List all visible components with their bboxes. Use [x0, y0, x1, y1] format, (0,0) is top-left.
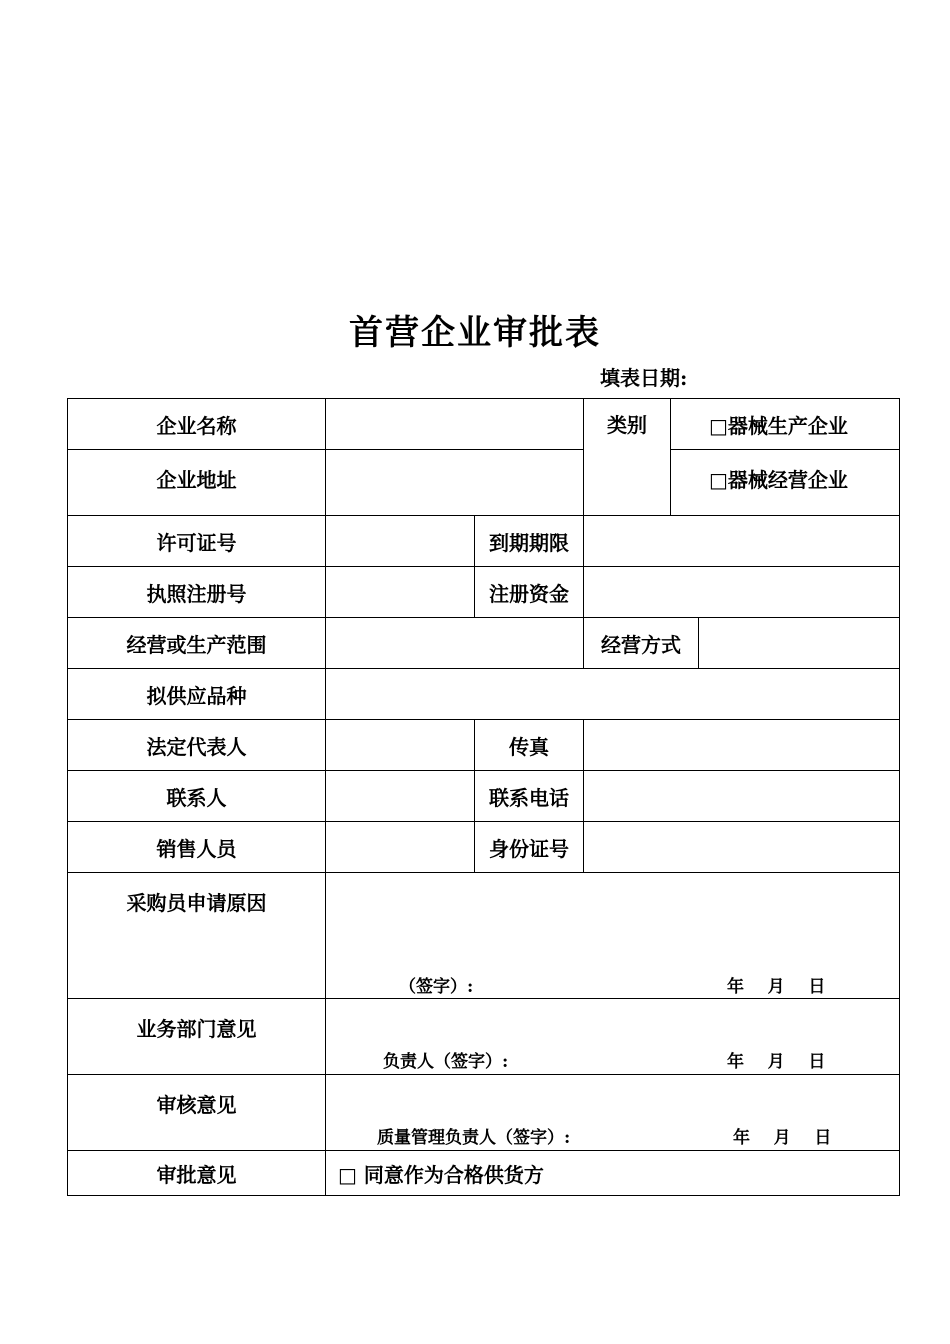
label-fax: 传真: [474, 719, 584, 771]
option-manufacturer[interactable]: □器械生产企业: [670, 398, 900, 450]
review-date: 年 月 日: [733, 1128, 832, 1148]
dept-date: 年 月 日: [727, 1052, 826, 1072]
option-distributor[interactable]: □器械经营企业: [670, 449, 900, 516]
field-contact[interactable]: [325, 770, 475, 822]
label-approval-opinion: 审批意见: [67, 1150, 326, 1196]
field-legal-rep[interactable]: [325, 719, 475, 771]
field-company-address[interactable]: [325, 449, 584, 516]
field-business-mode[interactable]: [698, 617, 900, 669]
label-id-no: 身份证号: [474, 821, 584, 873]
option-approve-supplier[interactable]: □ 同意作为合格供货方: [325, 1150, 900, 1196]
fill-date-label: 填表日期:: [600, 366, 688, 390]
label-contact-phone: 联系电话: [474, 770, 584, 822]
label-contact: 联系人: [67, 770, 326, 822]
field-business-scope[interactable]: [325, 617, 584, 669]
label-company-name: 企业名称: [67, 398, 326, 450]
label-category: 类别: [583, 398, 671, 516]
field-business-reg-no[interactable]: [325, 566, 475, 618]
label-proposed-products: 拟供应品种: [67, 668, 326, 720]
field-company-name[interactable]: [325, 398, 584, 450]
label-expiry: 到期期限: [474, 515, 584, 567]
label-business-scope: 经营或生产范围: [67, 617, 326, 669]
field-contact-phone[interactable]: [583, 770, 900, 822]
label-license-no: 许可证号: [67, 515, 326, 567]
field-registered-capital[interactable]: [583, 566, 900, 618]
label-purchaser-reason: 采购员申请原因: [67, 872, 326, 999]
field-id-no[interactable]: [583, 821, 900, 873]
field-expiry[interactable]: [583, 515, 900, 567]
label-dept-opinion: 业务部门意见: [67, 998, 326, 1075]
purchaser-sign-label: （签字）:: [399, 977, 474, 997]
label-sales-person: 销售人员: [67, 821, 326, 873]
field-sales-person[interactable]: [325, 821, 475, 873]
label-business-reg-no: 执照注册号: [67, 566, 326, 618]
label-registered-capital: 注册资金: [474, 566, 584, 618]
review-sign-label: 质量管理负责人（签字）:: [377, 1128, 571, 1148]
dept-sign-label: 负责人（签字）:: [383, 1052, 509, 1072]
label-business-mode: 经营方式: [583, 617, 699, 669]
field-fax[interactable]: [583, 719, 900, 771]
field-license-no[interactable]: [325, 515, 475, 567]
purchaser-date: 年 月 日: [727, 977, 826, 997]
form-title: 首营企业审批表: [349, 313, 601, 353]
label-review-opinion: 审核意见: [67, 1074, 326, 1151]
field-proposed-products[interactable]: [325, 668, 900, 720]
label-company-address: 企业地址: [67, 449, 326, 516]
label-legal-rep: 法定代表人: [67, 719, 326, 771]
approval-form-table: [67, 398, 900, 1196]
